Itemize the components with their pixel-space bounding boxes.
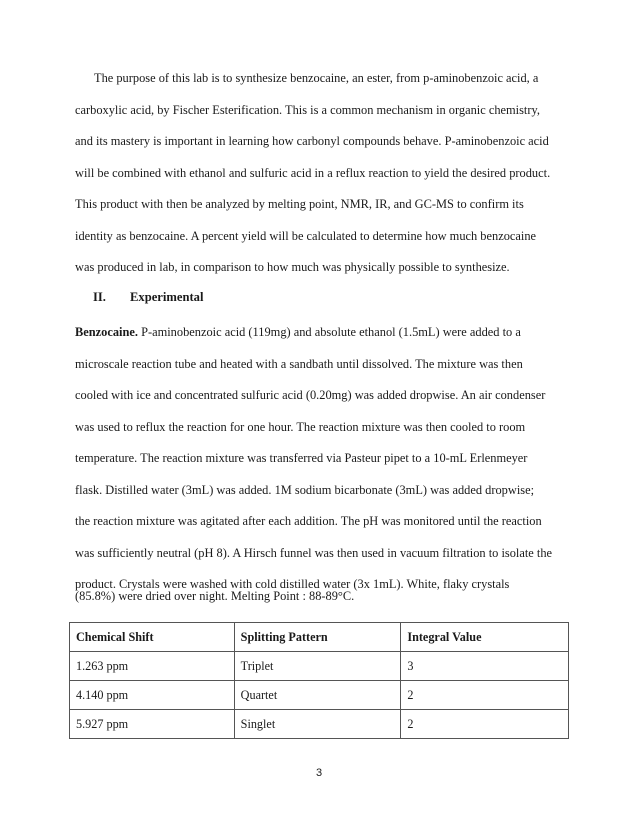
table-cell: 3 xyxy=(401,652,569,681)
intro-line-3: and its mastery is important in learning how carbonyl compounds behave. P-aminobenzoic acid xyxy=(75,134,549,148)
table-cell: 2 xyxy=(401,681,569,710)
intro-line-5: This product with then be analyzed by melting point, NMR, IR, and GC-MS to confirm its xyxy=(75,197,524,211)
section-heading xyxy=(93,290,203,305)
experimental-line-7: the reaction mixture was agitated after each addition. The pH was monitored until the reaction xyxy=(75,514,542,528)
table-cell: 5.927 ppm xyxy=(70,710,235,739)
experimental-line-5: temperature. The reaction mixture was transferred via Pasteur pipet to a 10-mL Erlenmeyer xyxy=(75,451,528,465)
table-cell: Singlet xyxy=(234,710,401,739)
column-header-chemical-shift: Chemical Shift xyxy=(70,623,235,652)
experimental-line-6: flask. Distilled water (3mL) was added. 1M sodium bicarbonate (3mL) was added dropwise; xyxy=(75,483,535,497)
table-row xyxy=(70,710,569,739)
experimental-line-2: microscale reaction tube and heated with a sandbath until dissolved. The mixture was then xyxy=(75,357,523,371)
intro-line-1: The purpose of this lab is to synthesize benzocaine, an ester, from p-aminobenzoic acid, a xyxy=(94,71,539,85)
section-title: Experimental xyxy=(130,290,204,304)
table-cell: Triplet xyxy=(234,652,401,681)
column-header-splitting-pattern: Splitting Pattern xyxy=(234,623,401,652)
intro-line-6: identity as benzocaine. A percent yield will be calculated to determine how much benzocaine xyxy=(75,229,537,243)
column-header-integral-value: Integral Value xyxy=(401,623,569,652)
experimental-line-1-text: P-aminobenzoic acid (119mg) and absolute ethanol (1.5mL) were added to a xyxy=(137,325,521,339)
experimental-line-1 xyxy=(75,326,521,338)
intro-line-4: will be combined with ethanol and sulfuric acid in a reflux reaction to yield the desired product. xyxy=(75,166,551,180)
table-cell: Quartet xyxy=(234,681,401,710)
table-header-row xyxy=(70,623,569,652)
table-row xyxy=(70,681,569,710)
page-number: 3 xyxy=(315,767,323,779)
section-number: II. xyxy=(93,290,106,304)
table-cell: 1.263 ppm xyxy=(70,652,235,681)
nmr-table xyxy=(69,622,569,739)
table-cell: 2 xyxy=(401,710,569,739)
intro-line-7: was produced in lab, in comparison to how much was physically possible to synthesize. xyxy=(75,260,510,274)
experimental-line-4: was used to reflux the reaction for one hour. The reaction mixture was then cooled to room xyxy=(75,420,526,434)
table-cell: 4.140 ppm xyxy=(70,681,235,710)
experimental-line-3: cooled with ice and concentrated sulfuric acid (0.20mg) was added dropwise. An air condenser xyxy=(75,388,546,402)
experimental-line-8: was sufficiently neutral (pH 8). A Hirsch funnel was then used in vacuum filtration to isolate the xyxy=(75,546,553,560)
table-row xyxy=(70,652,569,681)
run-in-heading: Benzocaine. xyxy=(75,325,138,339)
experimental-line-9: product. Crystals were washed with cold distilled water (3x 1mL). White, flaky crystals xyxy=(75,577,510,591)
intro-line-2: carboxylic acid, by Fischer Esterification. This is a common mechanism in organic chemistry, xyxy=(75,103,540,117)
experimental-line-10: (85.8%) were dried over night. Melting Point : 88-89°C. xyxy=(75,589,355,603)
